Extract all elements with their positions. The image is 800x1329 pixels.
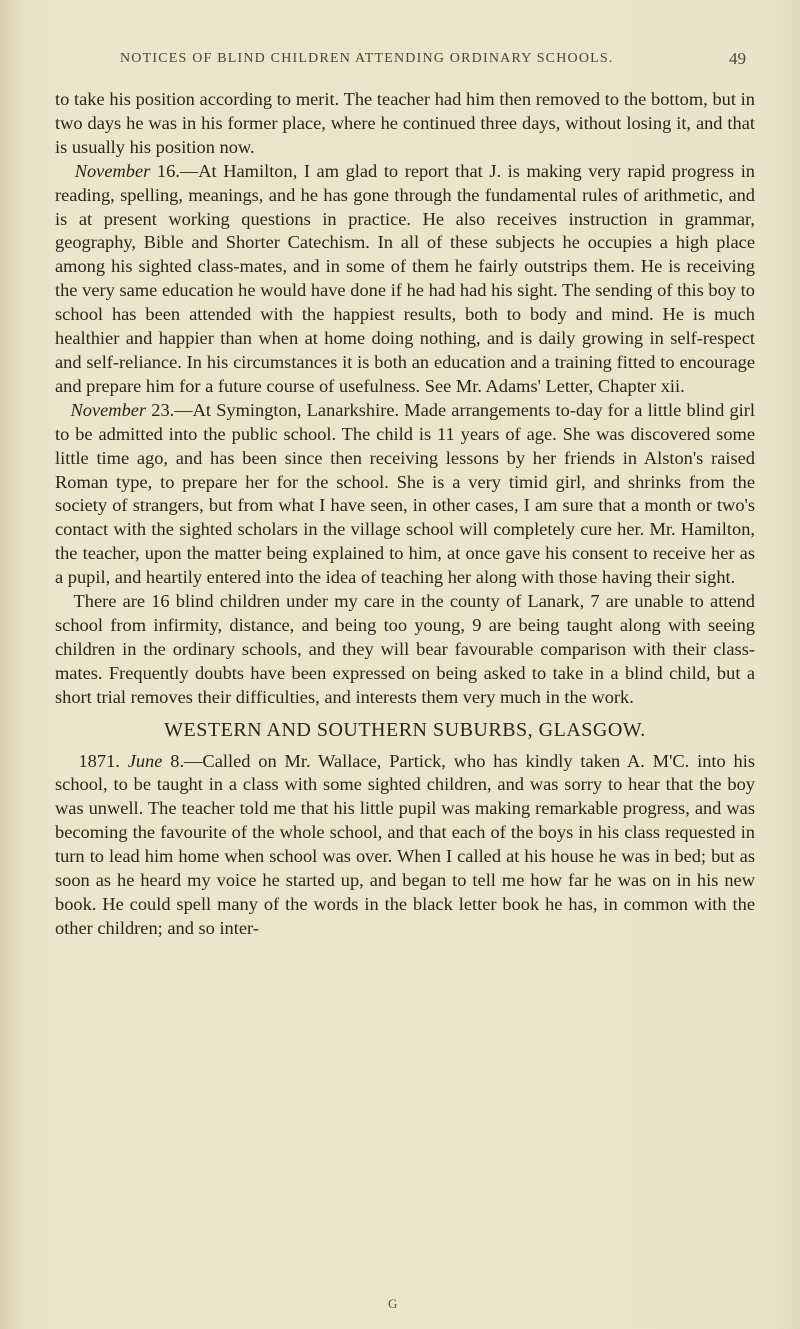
paragraph-november-16: November 16.—At Hamilton, I am glad to report that J. is making very rapid progress in reading, spelling, meanings, and he has gone through the fundamental rules of arithmetic, and is at present working questions in practice. He also receives instruction in grammar, geography, Bible and Shorter Catechism. In all of these subjects he occupies a high place among his sighted class-mates, and in some of them he fairly outstrips them. He is receiving the very same education he would have done if he had had his sight. The sending of this boy to school has been attended with the happiest results, both to body and mind. He is much healthier and happier than when at home doing nothing, and is daily growing in self-respect and self-reliance. In his circumstances it is both an education and a training fitted to encourage and prepare him for a future course of usefulness. See Mr. Adams' Letter, Chapter xii. <box>55 160 755 396</box>
paragraph-june-8: 1871. June 8.—Called on Mr. Wallace, Partick, who has kindly taken A. M'C. into his school, to be taught in a class with some sighted children, and was sorry to hear that the boy was unwell. The teacher told me that his little pupil was making remarkable progress, and was becoming the favourite of the whole school, and that each of the boys in his class requested in turn to lead him home when school was over. When I called at his house he was in bed; but as soon as he heard my voice he started up, and began to tell me how far he was on in his new book. He could spell many of the words in the black letter book he has, in common with the other children; and so inter- <box>55 750 755 938</box>
date-label: November <box>70 399 147 420</box>
date-label: June <box>127 750 163 771</box>
page-header <box>0 49 800 73</box>
signature-mark: G <box>388 1296 398 1311</box>
page-number: 49 <box>729 49 746 68</box>
paragraph-summary: There are 16 blind children under my care in the county of Lanark, 7 are unable to attend school from infirmity, distance, and being too young, 9 are being taught along with seeing children in the ordinary schools, and they will bear favourable comparison with their class-mates. Frequently doubts have been expressed on being asked to take in a blind child, but a short trial removes their difficulties, and interests them very much in the work. <box>55 591 755 707</box>
running-title: NOTICES OF BLIND CHILDREN ATTENDING ORDINARY SCHOOLS. <box>120 51 614 66</box>
body-text <box>55 88 755 941</box>
year-label: 1871. <box>78 750 120 771</box>
date-label: November <box>74 160 151 181</box>
paragraph-november-23: November 23.—At Symington, Lanarkshire. Made arrangements to-day for a little blind girl to be admitted into the public school. The child is 11 years of age. She was discovered some little time ago, and has been since then receiving lessons by her friends in Alston's raised Roman type, to prepare her for the school. She is a very timid girl, and shrinks from the society of strangers, but from what I have seen, in other cases, I am sure that a month or two's contact with the sighted scholars in the village school will completely cure her. Mr. Hamilton, the teacher, upon the matter being explained to him, at once gave his consent to receive her as a pupil, and heartily entered into the idea of teaching her along with those having their sight. <box>55 399 755 588</box>
section-heading: WESTERN AND SOUTHERN SUBURBS, GLASGOW. <box>164 718 646 741</box>
paragraph-continuation: to take his position according to merit. The teacher had him then removed to the bottom, but in two days he was in his former place, where he continued three days, without losing it, and that is usually his position now. <box>55 89 755 157</box>
